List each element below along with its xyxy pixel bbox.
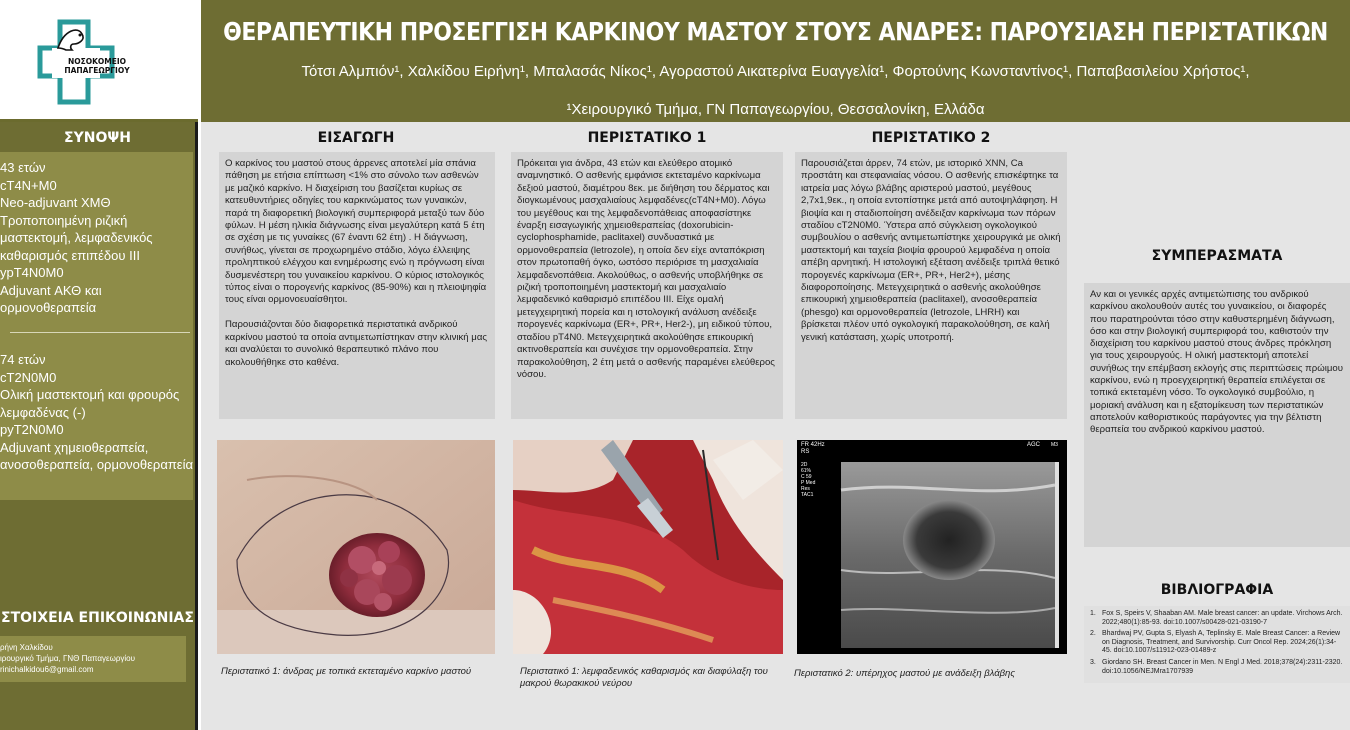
intro-text: Ο καρκίνος του μαστού στους άρρενες αποτελεί μία σπάνια πάθηση με ετήσια επίπτωση <1% στο σύνολο των ασθενών με μαζικό καρκίνο. Η διαχείριση του βασίζεται κυρίως σε κατευθυντήριες οδηγίες του καρκινώματος των γυναικών, παρά τη διαφορετική βιολογική συμπεριφορά μεταξύ των δύο φύλων. Η μέση ηλικία διάγνωσης είναι μεγαλύτερη κατά 5 έτη σε σχέση με τις γυναίκες (67 έναντι 62 έτη) . Η διάγνωση, συνήθως, γίνεται σε προχωρημένο στάδιο, λόγω έλλειψης προληπτικού ελέγχου και ενημέρωσης ενώ η πρόγνωση είναι δυσμενέστερη του γυναικείου καρκίνου. Ο κύριος ιστολογικός τύπος είναι ο πορογενής καρκίνος (85-90%) και η πλειοψηφία τους είναι ορμονοευαίσθητοι. Παρουσιάζονται δύο διαφορετικά περιστατικά ανδρικού καρκίνου μαστού τα οποία αντιμετωπίστηκαν στην κλινική μας και αναλύεται το συνολικό θεραπευτικό πλάνο που ακολουθήθηκε στο καθένα.: [219, 152, 495, 419]
poster-title: ΘΕΡΑΠΕΥΤΙΚΗ ΠΡΟΣΕΓΓΙΣΗ ΚΑΡΚΙΝΟΥ ΜΑΣΤΟΥ ΣΤΟΥΣ ΑΝΔΡΕΣ: ΠΑΡΟΥΣΙΑΣΗ ΠΕΡΙΣΤΑΤΙΚΩΝ: [223, 18, 1328, 47]
case2-ultrasound-image: [797, 440, 1067, 654]
reference-item: [1090, 630, 1344, 656]
us-params: 2D 61% C 59 P Med Res TAC1: [801, 462, 816, 498]
patient-photo-image: [217, 440, 495, 654]
logo-line2: ΠΑΠΑΓΕΩΡΓΙΟΥ: [64, 66, 130, 75]
us-rs-label: RS: [801, 449, 810, 455]
sidebar: [0, 122, 198, 730]
case1-title: ΠΕΡΙΣΤΑΤΙΚΟ 1: [587, 130, 707, 146]
reference-text: Fox S, Speirs V, Shaaban AM. Male breast cancer: an update. Virchows Arch. 2022;480(1):85-93. doi:10.1007/s00428-021-03190-7: [1102, 610, 1343, 626]
authors-line: Τότσι Αλμπιόν¹, Χαλκίδου Ειρήνη¹, Μπαλασάς Νίκος¹, Αγοραστού Αικατερίνα Ευαγγελία¹, Φορτούνης Κωνσταντίνος¹, Παπαβασιλείου Χρήστος¹,: [301, 63, 1250, 80]
summary-title: ΣΥΝΟΨΗ: [64, 130, 131, 146]
contact-email[interactable]: rinichalkidou6@gmail.com: [0, 665, 94, 674]
conclusions-title: ΣΥΜΠΕΡΑΣΜΑΤΑ: [1151, 248, 1283, 264]
poster-header: [198, 0, 1350, 122]
summary-case1-list: 43 ετών cT4N+M0 Neo-adjuvant ΧΜΘ Τροποποιημένη ριζική μαστεκτομή, λεμφαδενικός καθαρισμός επιπέδου ΙΙΙ ypT4N0M0 Adjuvant ΑΚΘ και ορμονοθεραπεία: [0, 160, 153, 315]
us-agc-label: AGC: [1027, 442, 1041, 448]
references-list: [1084, 606, 1350, 683]
reference-number: 1.: [1090, 610, 1096, 617]
case1-surgery-photo: [513, 440, 783, 654]
us-frame-rate: FR 42Hz: [801, 442, 825, 448]
contact-title: ΣΤΟΙΧΕΙΑ ΕΠΙΚΟΙΝΩΝΙΑΣ: [1, 610, 194, 626]
intro-title: ΕΙΣΑΓΩΓΗ: [317, 130, 395, 146]
affiliation-line: ¹Χειρουργικό Τμήμα, ΓΝ Παπαγεωργίου, Θεσσαλονίκη, Ελλάδα: [566, 101, 985, 118]
case2-title: ΠΕΡΙΣΤΑΤΙΚΟ 2: [871, 130, 991, 146]
reference-number: 2.: [1090, 630, 1096, 638]
case2-text: Παρουσιάζεται άρρεν, 74 ετών, με ιστορικό ΧΝΝ, Ca προστάτη και στεφανιαίας νόσου. Ο ασθενής επισκέφτηκε τα ιατρεία μας λόγω βλάβης αριστερού μαστού, μεγέθους 2,7x1,9εκ., η οποία εντοπίστηκε μετά από αυτοψηλάφηση. Η βιοψία και η σταδιοποίηση ανέδειξαν καρκίνωμα των πόρων σταδίου cT2N0M0. Ύστερα από σύγκλειση ογκολογικού συμβουλίου ο ασθενής αντιμετωπίστηκε χειρουργικά με ολική μαστεκτομή και ταχεία βιοψία φρουρού λεμφαδένα η οποία απέβη αρνητική. Η ιστολογική εξέταση ανέδειξε τριπλά θετικό πορογενές καρκίνωμα (ER+, PR+, Her2+), μέσης διαφοροποίησης. Μετεγχειρητικά ο ασθενής ακολούθησε επικουρική χημειοθεραπεία (paclitaxel), ανοσοθεραπεία (phesgo) και ορμονοθεραπεία (letrozole, LHRH) και βρίσκεται πλέον υπό ογκολογική παρακολούθηση, σε καλή γενική κατάσταση, χωρίς υποτροπή.: [795, 152, 1067, 419]
ultrasound-scan: [797, 440, 1067, 654]
reference-number: 3.: [1090, 658, 1096, 666]
reference-item: [1090, 610, 1344, 627]
figure1-caption: Περιστατικό 1: άνδρας με τοπικά εκτεταμένο καρκίνο μαστού: [221, 666, 472, 677]
case1-patient-photo: [217, 440, 495, 654]
figure3-caption: Περιστατικό 2: υπέρηχος μαστού με ανάδειξη βλάβης: [794, 668, 1015, 679]
surgery-photo-image: [513, 440, 783, 654]
contact-name: ρήνη Χαλκίδου: [0, 643, 53, 652]
conclusions-text: Αν και οι γενικές αρχές αντιμετώπισης του ανδρικού καρκίνου ακολουθούν αυτές του γυναικείου, οι διαφορές που παρατηρούνται τόσο στην καθυστερημένη διάγνωση, όσο και στην βιολογική συμπεριφορά του, καθιστούν την διαχείριση του καρκίνου μαστού στους άνδρες πρόκληση για τους χειρουργούς. Η ολική μαστεκτομή αποτελεί συνήθως την επέμβαση εκλογής στις περιπτώσεις πρώιμου καρκίνου, ενώ η προεγχειρητική θεραπεία επιλέγεται σε τοπικά εκτεταμένη νόσο. Το ογκολογικό συμβούλιο, η μοριακή ανάλυση και η εξατομίκευση των περιστατικών αποτελούν καθοριστικούς παράγοντες για την βέλτιστη θεραπεία του ανδρικού καρκίνου μαστού.: [1084, 283, 1350, 547]
hospital-logo: [0, 0, 198, 122]
reference-text: Bhardwaj PV, Gupta S, Elyash A, Teplinsky E. Male Breast Cancer: a Review on Diagnosis, Treatment, and Survivorship. Curr Oncol Rep. 2024;26(1):34-45. doi:10.1007/s11912-023-01489-z: [1102, 630, 1341, 655]
logo-line1: ΝΟΣΟΚΟΜΕΙΟ: [67, 57, 127, 66]
summary-divider: [10, 332, 190, 333]
summary-case2-list: 74 ετών cT2N0M0 Ολική μαστεκτομή και φρουρός λεμφαδένας (-) pyT2N0M0 Adjuvant χημειοθεραπεία, ανοσοθεραπεία, ορμονοθεραπεία: [0, 352, 194, 472]
contact-dept: ιρουργικό Τμήμα, ΓΝΘ Παπαγεωργίου: [0, 654, 135, 663]
reference-text: Giordano SH. Breast Cancer in Men. N Engl J Med. 2018;378(24):2311-2320. doi:10.1056/NEJMra1707939: [1102, 658, 1343, 675]
us-m3-label: M3: [1051, 442, 1058, 448]
contact-box: [0, 636, 186, 682]
figure2-caption: Περιστατικό 1: λεμφαδενικός καθαρισμός και διαφύλαξη του μακρού θωρακικού νεύρου: [520, 666, 768, 689]
reference-item: [1090, 659, 1344, 676]
references-title: ΒΙΒΛΙΟΓΡΑΦΙΑ: [1160, 582, 1274, 598]
case1-text: Πρόκειται για άνδρα, 43 ετών και ελεύθερο ατομικό αναμνηστικό. Ο ασθενής εμφάνισε εκτεταμένο καρκίνωμα δεξιού μαστού, διαμέτρου 8εκ. με διήθηση του δέρματος και διογκωμένους μασχαλιαίους λεμφαδένες(cT4N+M0). Λόγω του μεγέθους και της λεμφαδενοπάθειας αποφασίστηκε έναρξη εισαγωγικής χημειοθεραπείας (doxorubicin-cyclophosphamide, paclitaxel) συνδυαστικά με ορμονοθεραπεία (letrozole), η οποία δεν είχε ανταπόκριση στον πρωτοπαθή όγκο, ωστόσο περιόρισε τη μασχαλιαία λεμφαδενοπάθεια. Ακολούθως, ο ασθενής υποβλήθηκε σε ριζική τροποποιημένη μαστεκτομή και μασχαλιαίο λεμφαδενικό καθαρισμό επιπέδου ΙΙΙ. Είχε ομαλή μετεγχειρητική πορεία και η ιστολογική ανάλυση ανέδειξε πορογενές καρκίνωμα (ER+, PR+, Her2-), μη ειδικού τύπου, σταδίου pT4N0. Μετεγχειρητικά ακολούθησε επικουρική ακτινοθεραπεία και συνέχισε την ορμονοθεραπεία. Στην παρακολούθηση, 2 έτη μετά ο ασθενής παραμένει ελεύθερος νόσου.: [511, 152, 783, 419]
